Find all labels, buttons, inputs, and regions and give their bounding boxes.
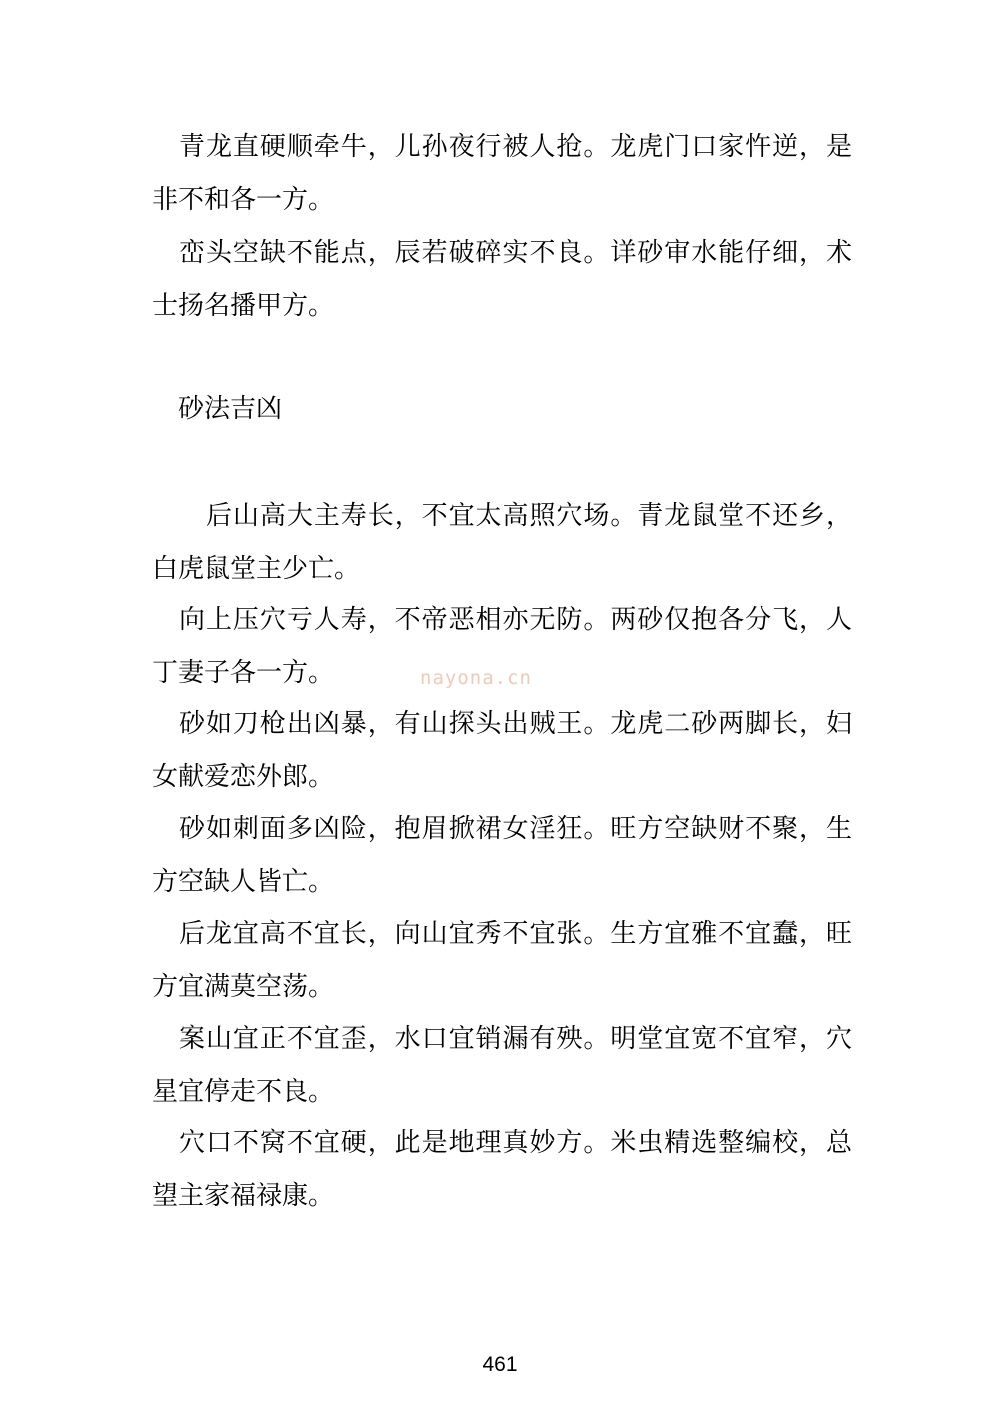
- paragraph-8: 案山宜正不宜歪，水口宜销漏有殃。明堂宜宽不宜窄，穴星宜停走不良。: [152, 1024, 852, 1107]
- page-number: 461: [482, 1353, 518, 1376]
- watermark-text: nayona.cn: [420, 667, 532, 689]
- paragraph-6: 砂如刺面多凶险，抱眉掀裙女淫狂。旺方空缺财不聚，生方空缺人皆亡。: [152, 814, 852, 897]
- paragraph-1: 青龙直硬顺牵牛，儿孙夜行被人抢。龙虎门口家忤逆，是非不和各一方。: [152, 132, 852, 215]
- paragraph-3: 后山高大主寿长，不宜太高照穴场。青龙鼠堂不还乡，白虎鼠堂主少亡。: [152, 501, 852, 584]
- paragraph-2: 峦头空缺不能点，辰若破碎实不良。详砂审水能仔细，术士扬名播甲方。: [152, 238, 852, 321]
- paragraph-7: 后龙宜高不宜长，向山宜秀不宜张。生方宜雅不宜蠢，旺方宜满莫空荡。: [152, 919, 852, 1002]
- paragraph-4: 向上压穴亏人寿，不帝恶相亦无防。两砂仅抱各分飞，人丁妻子各一方。: [152, 605, 852, 688]
- section-heading: 砂法吉凶: [178, 394, 283, 424]
- paragraph-5: 砂如刀枪出凶暴，有山探头出贼王。龙虎二砂两脚长，妇女献爱恋外郎。: [152, 709, 852, 792]
- paragraph-9: 穴口不窝不宜硬，此是地理真妙方。米虫精选整编校，总望主家福禄康。: [152, 1128, 852, 1211]
